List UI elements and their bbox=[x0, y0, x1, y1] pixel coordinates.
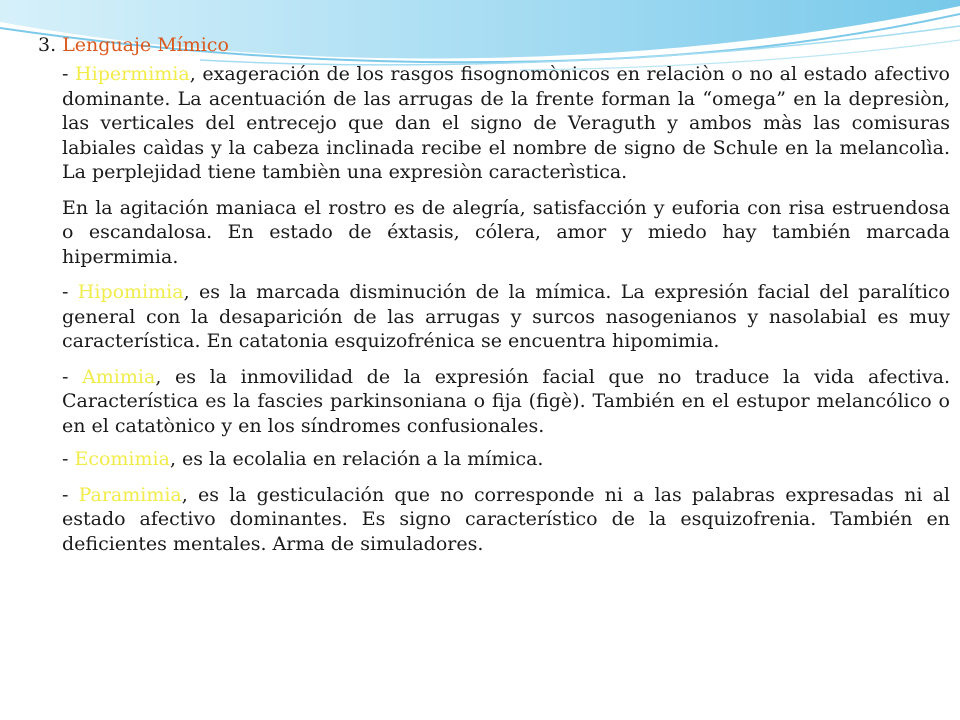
paragraph-text: En la agitación maniaca el rostro es de alegría, satisfacción y euforia con risa estruendosa o escandalosa. En estado de éxtasis, cólera, amor y miedo hay también marcada hipermimia. bbox=[62, 196, 950, 268]
term-paramimia: Paramimia bbox=[78, 483, 182, 506]
bullet-dash: - bbox=[62, 483, 79, 506]
heading-number: 3. bbox=[38, 34, 57, 56]
slide-content bbox=[38, 32, 950, 567]
bullet-dash: - bbox=[62, 63, 76, 85]
heading-title: Lenguaje Mímico bbox=[62, 34, 229, 56]
paragraph-ecomimia bbox=[62, 447, 950, 472]
paragraph-text: , es la ecolalia en relación a la mímica. bbox=[169, 448, 544, 470]
paragraph-paramimia bbox=[62, 483, 950, 557]
paragraph-hipermimia bbox=[62, 62, 950, 185]
paragraph-text: , exageración de los rasgos fisognomònicos en relaciòn o no al estado afectivo dominante. La acentuación de las arrugas de la frente forman la “omega” en la depresiòn, las verticales del entrecejo que dan el signo de Veraguth y ambos màs las comisuras labiales caìdas y la cabeza inclinada recibe el nombre de signo de Schule en la melancolìa. La perplejidad tiene tambièn una expresiòn caracterìstica. bbox=[62, 63, 950, 183]
term-ecomimia: Ecomimia bbox=[74, 448, 170, 470]
paragraph-text: , es la gesticulación que no corresponde ni a las palabras expresadas ni al estado afectivo dominantes. Es signo característico de la esquizofrenia. También en deficientes mentales. Arma de simuladores. bbox=[62, 483, 950, 555]
paragraph-text: , es la marcada disminución de la mímica. La expresión facial del paralítico general con la desaparición de las arrugas y surcos nasogenianos y nasolabial es muy característica. En catatonia esquizofrénica se encuentra hipomimia. bbox=[62, 281, 950, 352]
bullet-dash: - bbox=[62, 365, 83, 388]
section-heading bbox=[38, 32, 950, 58]
bullet-dash: - bbox=[62, 281, 78, 303]
paragraph-text: , es la inmovilidad de la expresión facial que no traduce la vida afectiva. Característica es la fascies parkinsoniana o fija (figè). También en el estupor melancólico o en el catatònico y en los síndromes confusionales. bbox=[62, 365, 950, 437]
paragraph-amimia bbox=[62, 365, 950, 439]
paragraph-agitacion bbox=[62, 196, 950, 270]
paragraph-hipomimia bbox=[62, 280, 950, 354]
term-hipermimia: Hipermimia bbox=[75, 63, 190, 85]
term-hipomimia: Hipomimia bbox=[77, 281, 184, 303]
bullet-dash: - bbox=[62, 448, 75, 470]
term-amimia: Amimia bbox=[82, 365, 156, 388]
